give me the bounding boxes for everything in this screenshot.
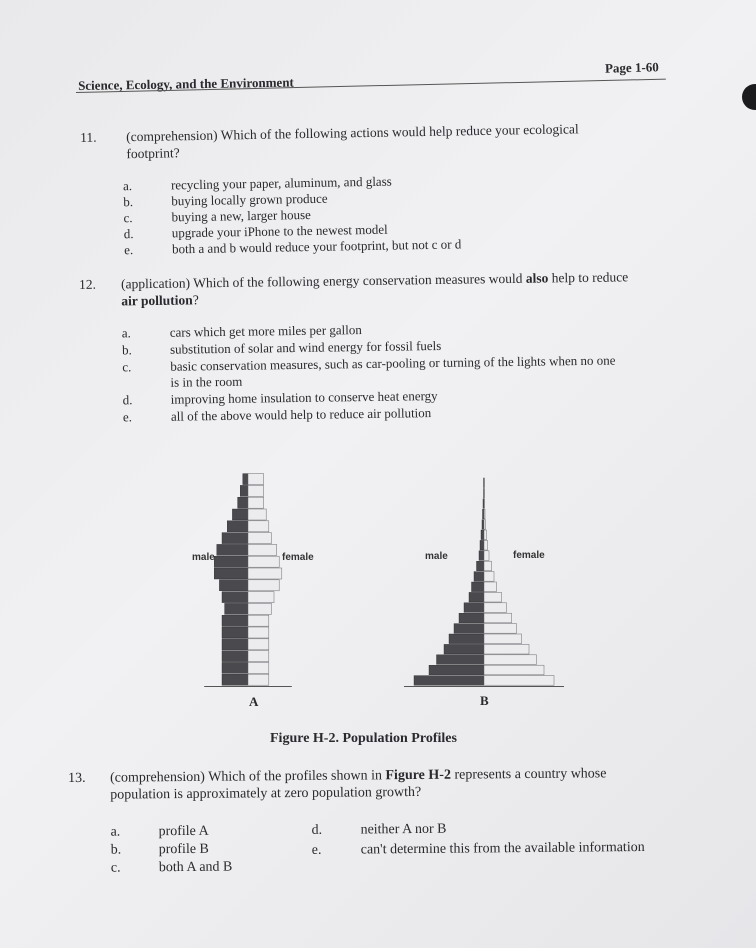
profile-b-female-bar [484, 624, 517, 634]
profile-a-male-bar [222, 592, 248, 603]
option-text: neither A nor B [360, 821, 447, 838]
option-text: is in the room [170, 373, 243, 390]
option-text: profile B [158, 841, 209, 858]
option-e[interactable]: e. can't determine this from the available information [311, 839, 645, 858]
question-text: (application) Which of the following energy conservation measures would also help to reduce air pollution? [121, 269, 629, 309]
profile-b-female-bar [484, 634, 522, 644]
profile-b-female-bar [484, 676, 554, 686]
profile-a-male-label: male [192, 552, 215, 563]
option-text: basic conservation measures, such as car-pooling or turning of the lights when no one [170, 352, 616, 374]
question-text-line: (comprehension) Which of the following actions would help reduce your ecological [126, 121, 579, 145]
option-d[interactable]: d. improving home insulation to conserve heat energy [122, 388, 438, 408]
binder-hole [742, 84, 756, 110]
profile-a-female-bar [248, 592, 274, 603]
option-text: profile A [158, 823, 209, 840]
profile-a-male-bar [222, 651, 248, 662]
profile-a-male-bar [222, 627, 248, 638]
profile-b-female-bar [484, 603, 507, 613]
option-e[interactable]: e. both a and b would reduce your footprint, but not c or d [123, 236, 462, 258]
option-text: buying locally grown produce [171, 190, 328, 209]
profile-a-label: A [249, 694, 259, 709]
option-b[interactable]: b. substitution of solar and wind energy for fossil fuels [121, 337, 442, 358]
profile-b-male-bar [454, 624, 484, 634]
profile-b-male-bar [481, 530, 484, 540]
option-text: recycling your paper, aluminum, and glass [170, 173, 392, 193]
profile-b-female-bar [484, 540, 488, 550]
option-c-continued [122, 374, 242, 392]
option-d[interactable]: d. neither A nor B [311, 821, 447, 838]
profile-b-female-bar [484, 592, 502, 602]
profile-b-female-bar [484, 561, 492, 571]
option-text: improving home insulation to conserve heat energy [170, 388, 438, 407]
profile-a-male-bar [227, 521, 248, 532]
question-text-line: footprint? [126, 145, 180, 162]
question-12 [79, 267, 699, 425]
profile-b-male-bar [437, 655, 485, 665]
profile-b-female-bar [484, 551, 489, 561]
question-number: 12. [79, 276, 97, 292]
profile-b-label: B [480, 693, 489, 708]
question-number: 11. [80, 129, 97, 145]
option-c[interactable]: c. buying a new, larger house [123, 206, 312, 226]
profile-b-female-bar [484, 478, 485, 488]
profile-a-female-bar [248, 651, 269, 662]
profile-b-male-bar [444, 644, 484, 654]
profile-a-male-bar [219, 580, 248, 591]
profile-b-male-bar [480, 540, 484, 550]
profile-a-female-bar [248, 568, 282, 579]
option-text: buying a new, larger house [171, 206, 312, 225]
profile-b-male-bar [477, 561, 485, 571]
profile-b-female-bar [484, 488, 485, 498]
profile-b-male-bar [469, 592, 484, 602]
profile-a-male-bar [222, 533, 248, 544]
profile-b-female-bar [484, 499, 485, 509]
profile-a-female-bar [248, 674, 269, 685]
profile-b-male-bar [472, 582, 485, 592]
option-e[interactable]: e. all of the above would help to reduce air pollution [122, 405, 432, 425]
profile-a-female-bar [248, 580, 279, 591]
question-number: 13. [68, 770, 86, 786]
profile-a-female-bar [248, 556, 279, 567]
question-text: (comprehension) Which of the profiles shown in Figure H-2 represents a country whose population is approximately at zero population growth? [110, 766, 607, 803]
profile-a-male-bar [222, 639, 248, 650]
profile-b-female-bar [484, 613, 512, 623]
question-text [126, 119, 647, 162]
option-a[interactable]: a. recycling your paper, aluminum, and glass [122, 173, 392, 194]
question-13 [68, 764, 708, 876]
figure-caption: Figure H-2. Population Profiles [270, 731, 457, 746]
profile-a-female-bar [248, 497, 264, 508]
profile-b-male-bar [459, 613, 484, 623]
profile-b-male-label: male [425, 551, 448, 562]
option-text: cars which get more miles per gallon [169, 322, 362, 340]
question-11 [80, 119, 640, 258]
profile-b-chart [404, 478, 564, 687]
profile-a-male-bar [222, 615, 248, 626]
profile-b-female-bar [484, 509, 485, 519]
profile-b-female-bar [484, 572, 494, 582]
profile-b-female-bar [484, 582, 497, 592]
option-text: both a and b would reduce your footprint, but not c or d [171, 236, 462, 257]
profile-a-male-bar [214, 568, 248, 579]
profile-b-female-bar [484, 665, 544, 675]
profile-a-female-bar [248, 603, 271, 614]
population-profiles-figure [180, 470, 580, 710]
profile-b-male-bar [482, 520, 484, 530]
profile-a-female-bar [248, 615, 269, 626]
document-header-title: Science, Ecology, and the Environment [78, 74, 294, 93]
option-c[interactable]: c. basic conservation measures, such as car-pooling or turning of the lights when no one [122, 352, 616, 375]
profile-a-male-bar [222, 674, 248, 685]
profile-a-female-bar [248, 474, 264, 485]
profile-a-male-bar [214, 556, 248, 567]
option-a[interactable]: a. cars which get more miles per gallon [121, 322, 362, 341]
profile-a-female-bar [248, 639, 269, 650]
profile-b-female-bar [484, 644, 529, 654]
profile-a-female-bar [248, 509, 266, 520]
profile-b-male-bar [429, 665, 484, 675]
option-b[interactable]: b. buying locally grown produce [123, 190, 328, 210]
option-text: can't determine this from the available information [360, 839, 645, 858]
option-c[interactable]: c. both A and B [110, 859, 233, 876]
profile-b-male-bar [464, 603, 484, 613]
profile-a-male-bar [225, 603, 248, 614]
profile-a-female-bar [248, 533, 271, 544]
profile-a-male-bar [222, 662, 248, 673]
option-d[interactable]: d. upgrade your iPhone to the newest model [123, 221, 388, 242]
profile-a-female-bar [248, 485, 264, 496]
page-number: Page 1-60 [604, 59, 659, 76]
option-text: upgrade your iPhone to the newest model [171, 221, 388, 241]
profile-a-female-label: female [282, 552, 314, 563]
profile-a-male-bar [217, 544, 248, 555]
option-text: all of the above would help to reduce air pollution [170, 405, 432, 424]
profile-b-male-bar [414, 676, 484, 686]
option-b[interactable]: b. profile B [110, 841, 209, 858]
profile-b-female-bar [484, 520, 486, 530]
option-a[interactable]: a. profile A [110, 823, 209, 840]
profile-a-chart [204, 474, 292, 687]
profile-b-female-bar [484, 655, 537, 665]
profile-b-male-bar [474, 572, 484, 582]
profile-a-male-bar [243, 474, 248, 485]
profile-a-female-bar [248, 521, 269, 532]
profile-b-male-bar [479, 551, 484, 561]
profile-a-female-bar [248, 662, 269, 673]
profile-a-female-bar [248, 627, 269, 638]
profile-a-female-bar [248, 544, 277, 555]
profile-b-female-label: female [513, 550, 545, 561]
profile-b-male-bar [449, 634, 484, 644]
profile-a-male-bar [238, 497, 248, 508]
option-text: both A and B [158, 859, 233, 876]
option-text: substitution of solar and wind energy for fossil fuels [169, 337, 442, 357]
profile-b-female-bar [484, 530, 487, 540]
profile-a-male-bar [232, 509, 248, 520]
profile-a-male-bar [240, 485, 248, 496]
